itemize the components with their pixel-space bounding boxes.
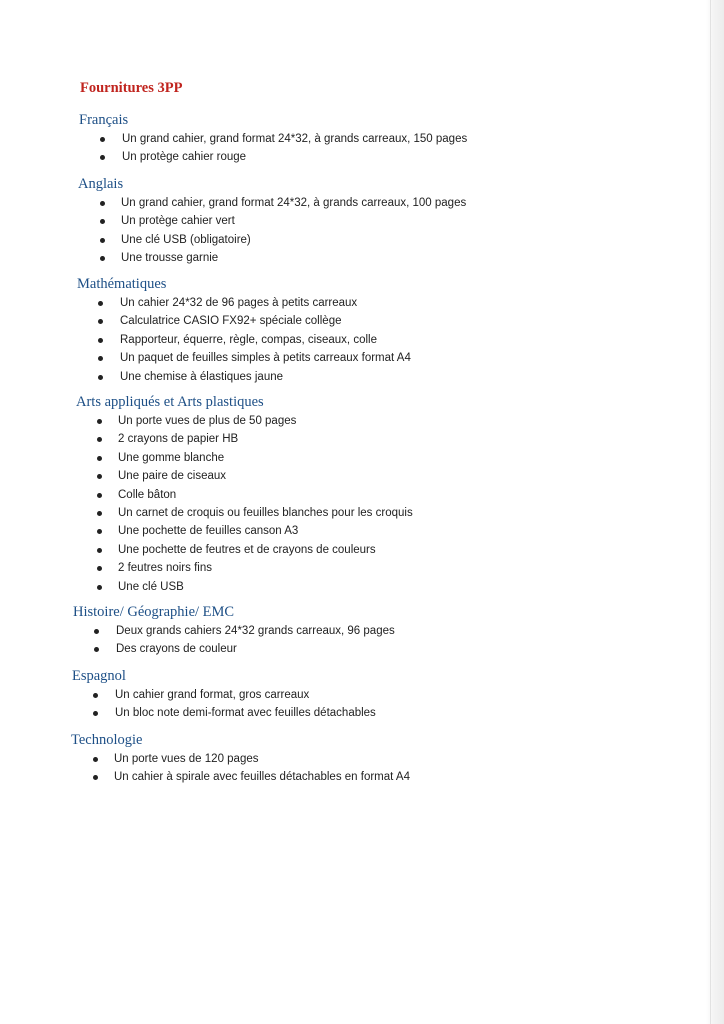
list-item bbox=[0, 148, 700, 166]
bullet-icon bbox=[100, 137, 105, 142]
section-heading-histoire: Histoire/ Géographie/ EMC bbox=[73, 604, 235, 620]
list-item bbox=[0, 130, 700, 148]
section-mathematiques bbox=[0, 275, 700, 386]
section-heading-espagnol: Espagnol bbox=[72, 668, 126, 684]
list-item bbox=[0, 504, 700, 522]
list-item-text: Un carnet de croquis ou feuilles blanches pour les croquis bbox=[118, 506, 413, 519]
list-item bbox=[0, 559, 700, 577]
list-item bbox=[0, 750, 700, 768]
bullet-icon bbox=[100, 155, 105, 160]
bullet-icon bbox=[98, 375, 103, 380]
list-histoire bbox=[0, 622, 700, 659]
list-item-text: Un bloc note demi-format avec feuilles détachables bbox=[115, 707, 376, 720]
list-item bbox=[0, 249, 700, 267]
list-item-text: Des crayons de couleur bbox=[116, 643, 237, 656]
list-espagnol bbox=[0, 686, 700, 723]
list-item-text: Une clé USB bbox=[118, 580, 184, 593]
list-item-text: Calculatrice CASIO FX92+ spéciale collège bbox=[120, 315, 342, 328]
list-item bbox=[0, 578, 700, 596]
list-item-text: Un porte vues de plus de 50 pages bbox=[118, 415, 297, 427]
section-heading-mathematiques: Mathématiques bbox=[77, 276, 167, 292]
bullet-icon bbox=[94, 629, 99, 634]
bullet-icon bbox=[97, 566, 102, 571]
bullet-icon bbox=[97, 548, 102, 553]
list-item-text: Une clé USB (obligatoire) bbox=[121, 233, 251, 246]
list-anglais bbox=[0, 194, 700, 268]
bullet-icon bbox=[97, 585, 102, 590]
list-francais bbox=[0, 130, 700, 167]
section-heading-technologie: Technologie bbox=[71, 732, 143, 748]
list-item bbox=[0, 522, 700, 540]
bullet-icon bbox=[93, 693, 98, 698]
list-item bbox=[0, 212, 700, 230]
page-edge-shadow bbox=[706, 0, 724, 1024]
list-item-text: Deux grands cahiers 24*32 grands carreaux, 96 pages bbox=[116, 625, 395, 637]
list-item-text: Un protège cahier vert bbox=[121, 215, 235, 228]
section-heading-arts: Arts appliqués et Arts plastiques bbox=[76, 394, 264, 410]
section-anglais bbox=[0, 175, 700, 268]
list-item bbox=[0, 541, 700, 559]
list-item bbox=[0, 768, 700, 786]
list-item bbox=[0, 368, 700, 386]
bullet-icon bbox=[98, 301, 103, 306]
section-espagnol bbox=[0, 667, 700, 723]
bullet-icon bbox=[98, 319, 103, 324]
list-item-text: Une gomme blanche bbox=[118, 451, 225, 464]
list-item-text: Une trousse garnie bbox=[121, 252, 219, 265]
bullet-icon bbox=[97, 529, 102, 534]
list-item-text: Un cahier grand format, gros carreaux bbox=[115, 689, 310, 701]
list-item bbox=[0, 486, 700, 504]
list-item-text: 2 feutres noirs fins bbox=[118, 562, 212, 575]
list-item-text: Une pochette de feutres et de crayons de couleurs bbox=[118, 543, 376, 556]
bullet-icon bbox=[97, 474, 102, 479]
list-item bbox=[0, 686, 700, 704]
list-item-text: Un paquet de feuilles simples à petits carreaux format A4 bbox=[120, 352, 411, 365]
bullet-icon bbox=[97, 493, 102, 498]
list-mathematiques bbox=[0, 294, 700, 386]
bullet-icon bbox=[100, 256, 105, 261]
list-item-text: Un cahier à spirale avec feuilles détachables en format A4 bbox=[114, 771, 410, 784]
section-arts bbox=[0, 393, 700, 596]
list-item-text: 2 crayons de papier HB bbox=[118, 433, 239, 446]
list-technologie bbox=[0, 750, 700, 787]
list-item bbox=[0, 312, 700, 330]
list-item-text: Rapporteur, équerre, règle, compas, ciseaux, colle bbox=[120, 333, 377, 346]
list-item-text: Un grand cahier, grand format 24*32, à grands carreaux, 150 pages bbox=[122, 133, 468, 145]
bullet-icon bbox=[100, 219, 105, 224]
list-item bbox=[0, 231, 700, 249]
bullet-icon bbox=[100, 201, 105, 206]
section-technologie bbox=[0, 731, 700, 787]
list-item-text: Une chemise à élastiques jaune bbox=[120, 370, 284, 383]
list-item-text: Un grand cahier, grand format 24*32, à grands carreaux, 100 pages bbox=[121, 197, 467, 209]
list-item bbox=[0, 449, 700, 467]
bullet-icon bbox=[97, 419, 102, 424]
bullet-icon bbox=[97, 456, 102, 461]
list-item bbox=[0, 349, 700, 367]
list-item-text: Colle bâton bbox=[118, 488, 177, 501]
list-item-text: Une pochette de feuilles canson A3 bbox=[118, 525, 299, 538]
bullet-icon bbox=[93, 757, 98, 762]
list-item bbox=[0, 467, 700, 485]
page-edge-line bbox=[710, 0, 711, 1024]
list-item bbox=[0, 704, 700, 722]
section-heading-anglais: Anglais bbox=[78, 176, 124, 192]
list-item-text: Un cahier 24*32 de 96 pages à petits carreaux bbox=[120, 297, 358, 309]
list-item bbox=[0, 430, 700, 448]
list-item bbox=[0, 640, 700, 658]
bullet-icon bbox=[93, 775, 98, 780]
bullet-icon bbox=[93, 711, 98, 716]
section-francais bbox=[0, 111, 700, 167]
list-item-text: Une paire de ciseaux bbox=[118, 470, 227, 483]
list-item-text: Un porte vues de 120 pages bbox=[114, 753, 259, 765]
bullet-icon bbox=[100, 238, 105, 243]
bullet-icon bbox=[94, 647, 99, 652]
section-heading-francais: Français bbox=[79, 112, 129, 128]
list-item-text: Un protège cahier rouge bbox=[122, 151, 247, 164]
list-item bbox=[0, 294, 700, 312]
list-item bbox=[0, 194, 700, 212]
bullet-icon bbox=[98, 356, 103, 361]
list-arts bbox=[0, 412, 700, 596]
list-item bbox=[0, 412, 700, 430]
document-title: Fournitures 3PP bbox=[80, 80, 183, 96]
bullet-icon bbox=[97, 511, 102, 516]
section-histoire bbox=[0, 603, 700, 659]
list-item bbox=[0, 622, 700, 640]
list-item bbox=[0, 331, 700, 349]
bullet-icon bbox=[98, 338, 103, 343]
bullet-icon bbox=[97, 437, 102, 442]
